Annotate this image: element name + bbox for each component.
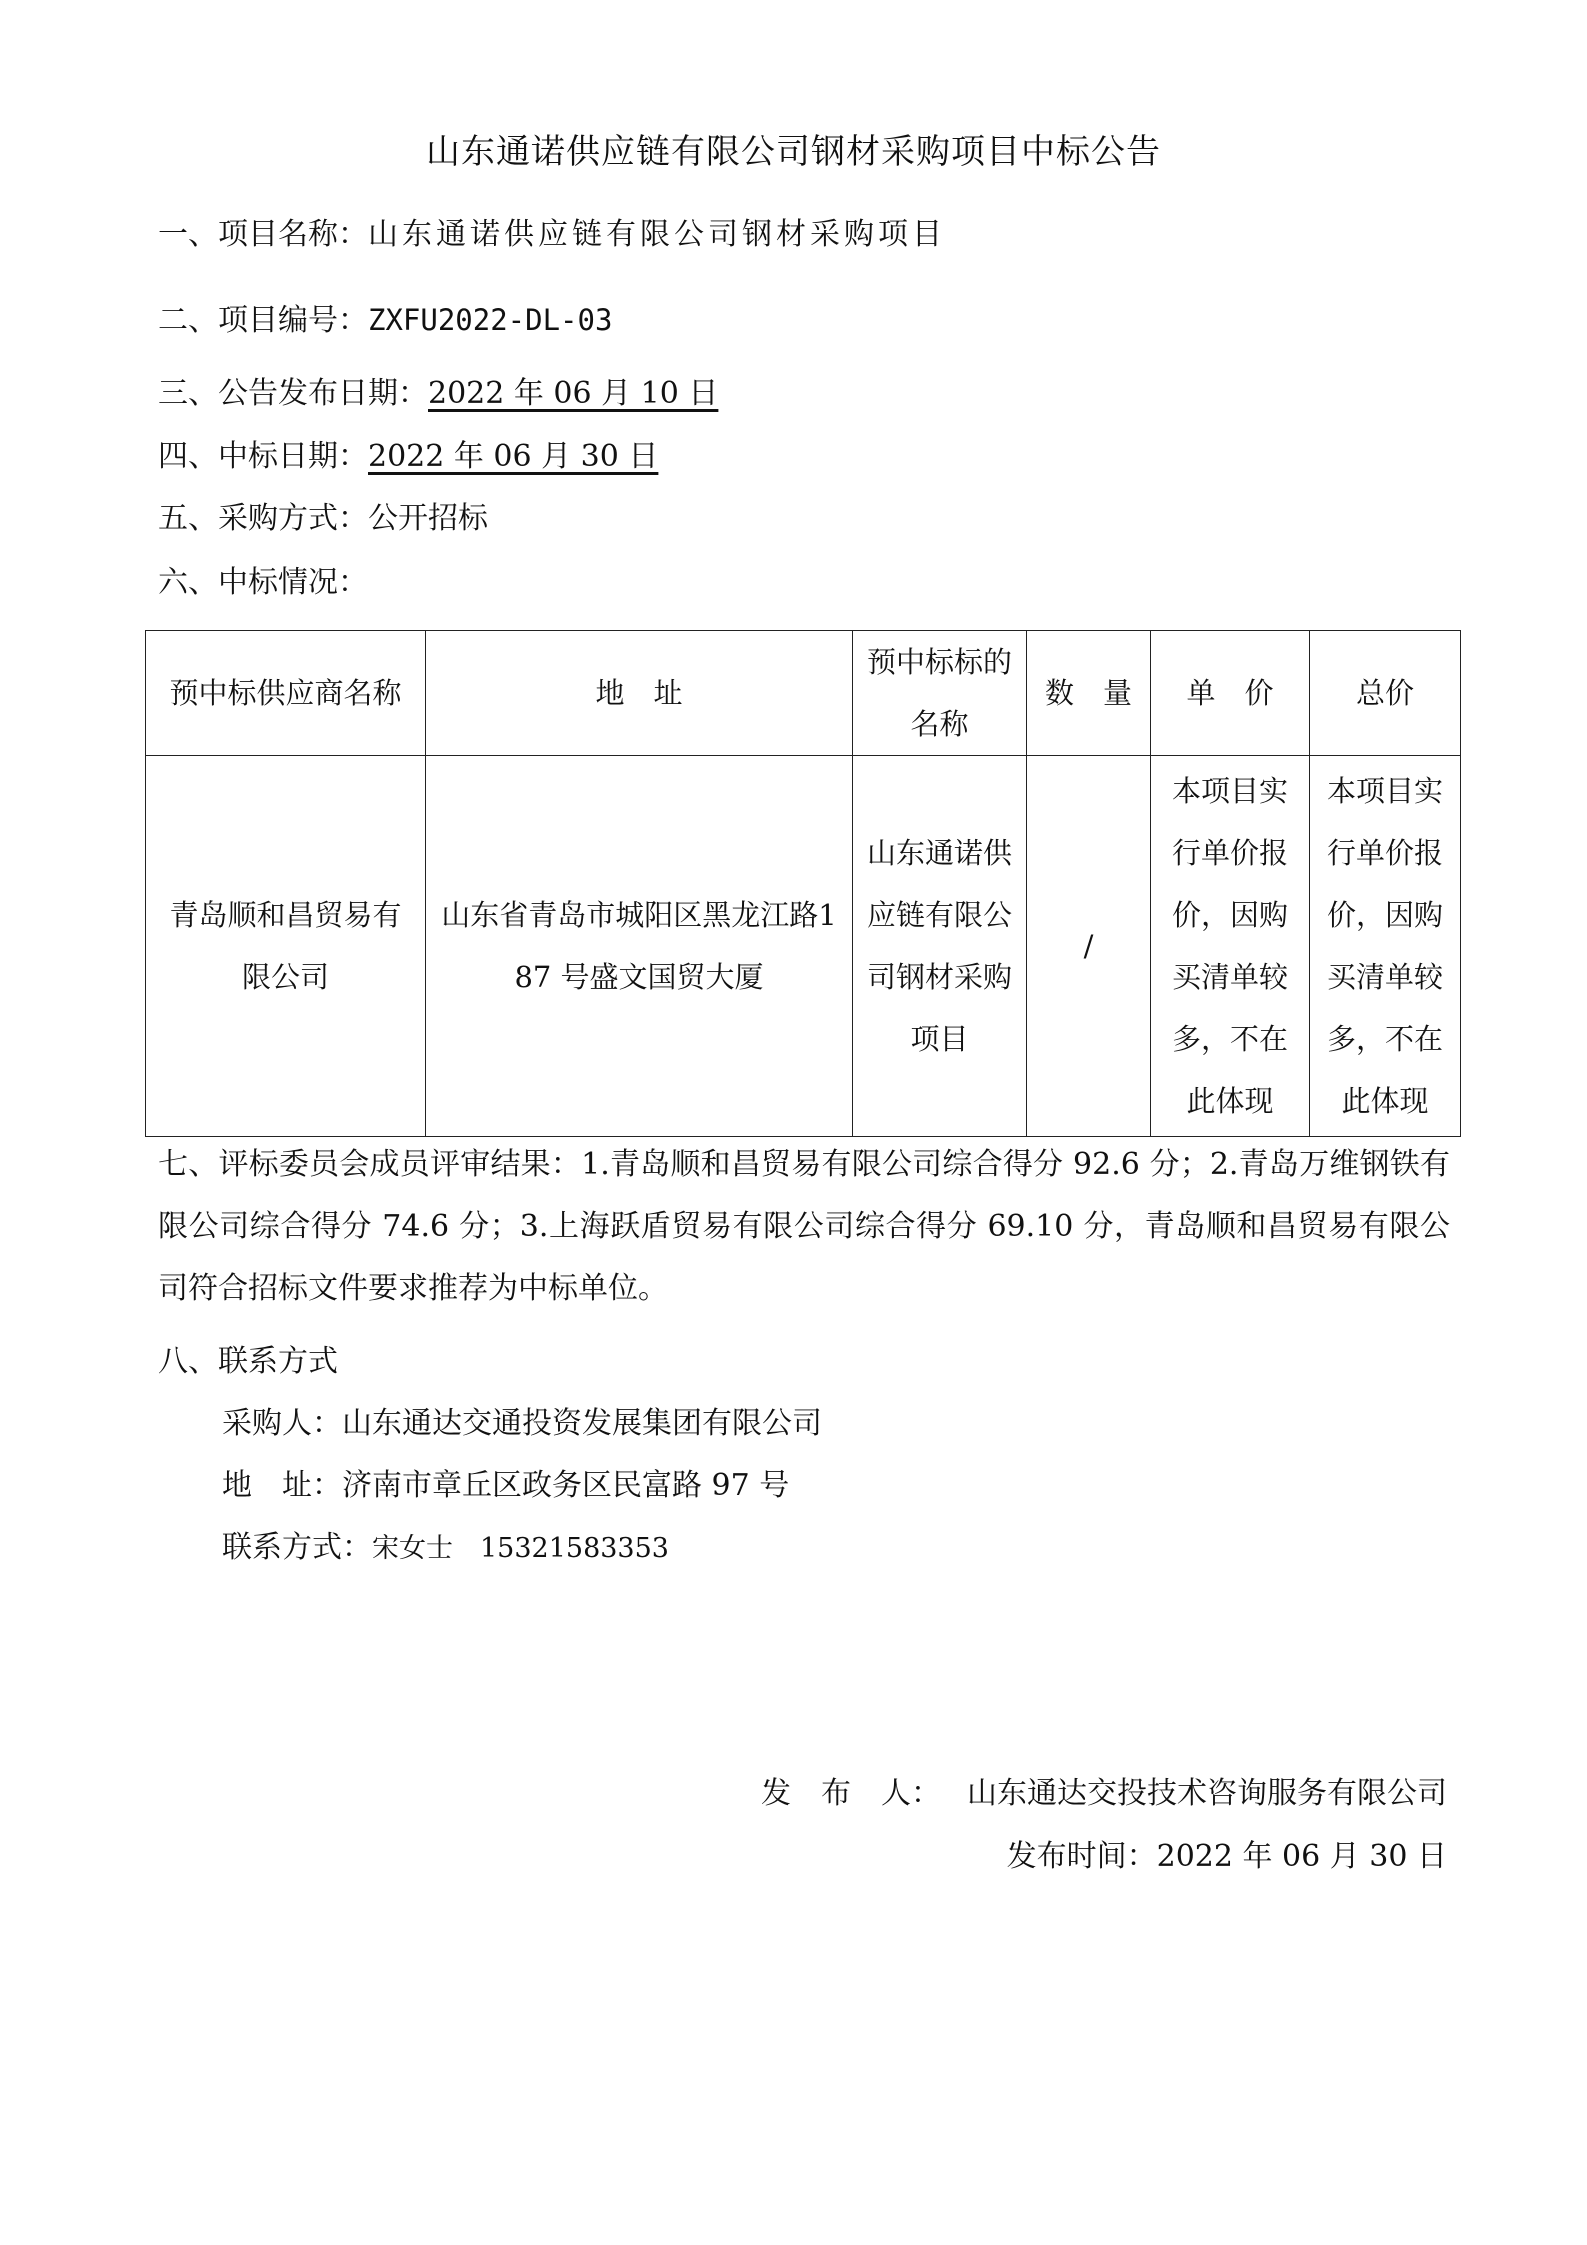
publisher-value: 山东通达交投技术咨询服务有限公司 [967, 1776, 1447, 1811]
project-no-label: 二、项目编号： [158, 303, 368, 338]
project-no-line [158, 298, 612, 343]
publisher-label: 发 布 人： [761, 1776, 941, 1811]
table-row [146, 756, 1461, 1137]
project-name-label: 一、项目名称： [158, 217, 368, 252]
situation-heading: 六、中标情况： [158, 565, 368, 600]
award-table [145, 630, 1461, 1137]
buyer-value: 山东通达交通投资发展集团有限公司 [342, 1406, 822, 1441]
phone-label: 联系方式： [222, 1530, 372, 1565]
cell-address: 山东省青岛市城阳区黑龙江路187 号盛文国贸大厦 [426, 756, 853, 1137]
cell-unit-price: 本项目实行单价报价，因购买清单较多，不在此体现 [1151, 756, 1310, 1137]
contact-heading: 八、联系方式 [158, 1344, 338, 1379]
publish-date-line [1007, 1835, 1447, 1879]
method-value: 公开招标 [368, 501, 488, 536]
award-date-value: 2022 年 06 月 30 日 [368, 439, 659, 474]
project-name-value: 山东通诺供应链有限公司钢材采购项目 [368, 217, 946, 252]
header-address: 地 址 [426, 631, 853, 756]
contact-address-line [222, 1464, 789, 1508]
method-label: 五、采购方式： [158, 501, 368, 536]
table-header-row [146, 631, 1461, 756]
publish-date-value: 2022 年 06 月 30 日 [1156, 1839, 1447, 1874]
contact-address-value: 济南市章丘区政务区民富路 97 号 [342, 1468, 790, 1503]
cell-subject: 山东通诺供应链有限公司钢材采购项目 [853, 756, 1027, 1137]
announce-date-label: 三、公告发布日期： [158, 376, 428, 411]
award-date-line [158, 435, 658, 479]
cell-quantity: / [1027, 756, 1151, 1137]
header-unit-price: 单 价 [1151, 631, 1310, 756]
project-name-line [158, 213, 946, 257]
publish-date-label: 发布时间： [1006, 1839, 1157, 1874]
project-no-value: ZXFU2022-DL-03 [368, 303, 613, 337]
phone-value: 宋女士 15321583353 [372, 1533, 669, 1564]
method-line [158, 497, 488, 541]
announce-date-value: 2022 年 06 月 10 日 [428, 376, 719, 411]
buyer-label: 采购人： [222, 1406, 342, 1441]
phone-line [222, 1526, 669, 1571]
announce-date-line [158, 372, 718, 416]
cell-supplier: 青岛顺和昌贸易有限公司 [146, 756, 426, 1137]
header-subject: 预中标标的名称 [853, 631, 1027, 756]
award-date-label: 四、中标日期： [158, 439, 368, 474]
header-total: 总价 [1310, 631, 1461, 756]
header-quantity: 数 量 [1027, 631, 1151, 756]
header-supplier: 预中标供应商名称 [146, 631, 426, 756]
page-title: 山东通诺供应链有限公司钢材采购项目中标公告 [426, 132, 1161, 172]
contact-address-label: 地 址： [222, 1468, 342, 1503]
cell-total: 本项目实行单价报价，因购买清单较多，不在此体现 [1310, 756, 1461, 1137]
review-results: 七、评标委员会成员评审结果：1.青岛顺和昌贸易有限公司综合得分 92.6 分；2.青岛万维钢铁有限公司综合得分 74.6 分；3.上海跃盾贸易有限公司综合得分 69.10 分，青岛顺和昌贸易有限公司符合招标文件要求推荐为中标单位。 [158, 1147, 1450, 1306]
buyer-line [222, 1402, 822, 1446]
publisher-line [761, 1772, 1447, 1816]
